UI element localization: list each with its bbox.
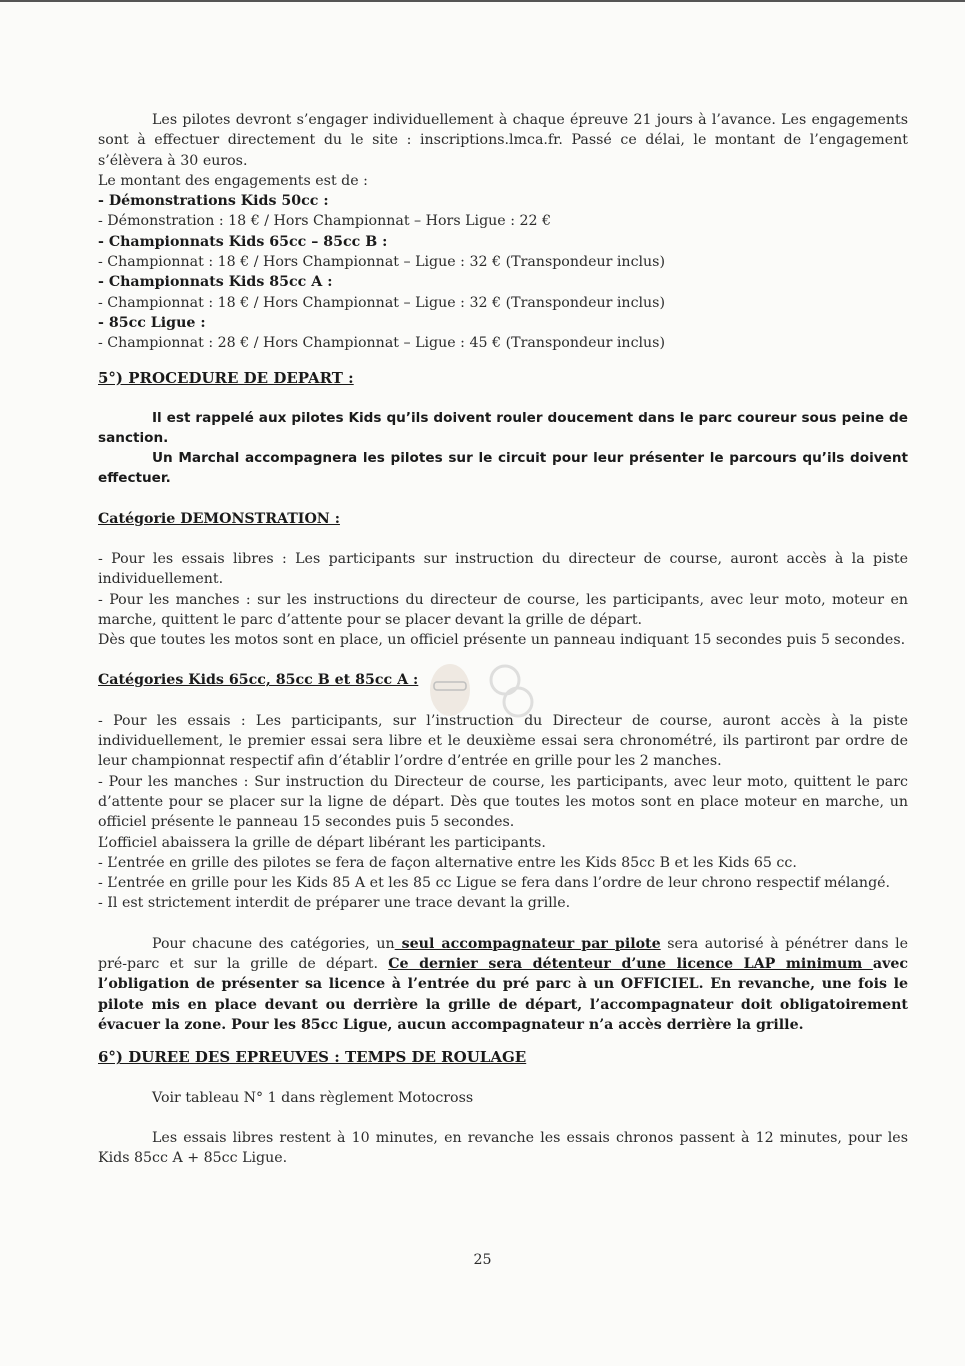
demo-heading: Catégorie DEMONSTRATION : (98, 510, 340, 527)
kids-paragraph-6: - Il est strictement interdit de préparer une trace devant la grille. (98, 895, 571, 912)
document-body (98, 110, 908, 1168)
fee-detail-85-ligue: - Championnat : 28 € / Hors Championnat – Ligue : 45 € (Transpondeur inclus) (98, 335, 666, 352)
spacer (98, 1108, 908, 1128)
section6-paragraph-1: Voir tableau N° 1 dans règlement Motocross (152, 1089, 474, 1106)
kids-heading: Catégories Kids 65cc, 85cc B et 85cc A : (98, 672, 419, 689)
fee-title-demo: - Démonstrations Kids 50cc : (98, 193, 329, 210)
fee-title-65-85b: - Championnats Kids 65cc – 85cc B : (98, 233, 388, 250)
acc-text-3: avec l’obligation de présenter sa licence à l’entrée du pré parc à un OFFICIEL. En revanche, une fois le pilote mis en place devant ou derrière la grille de départ, l’accompagnateur doit obligatoirement évacuer la zone. Pour les 85cc Ligue, aucun accompagnateur n’a accès derrière la grille. (98, 956, 909, 1033)
kids-paragraph-4: - L’entrée en grille des pilotes se fera de façon alternative entre les Kids 85cc B et les Kids 65 cc. (98, 854, 797, 871)
spacer (98, 914, 908, 934)
acc-text-1: Pour chacune des catégories, un (152, 935, 395, 952)
kids-paragraph-1: - Pour les essais : Les participants, sur l’instruction du Directeur de course, auront accès à la piste individuellement, le premier essai sera libre et le deuxième essai sera chronométré, ils partiront par ordre de leur championnat respectif afin d’établir l’ordre d’entrée en grille pour les 2 manches. (98, 712, 908, 770)
section6-heading: 6°) DUREE DES EPREUVES : TEMPS DE ROULAGE (98, 1048, 527, 1067)
fee-detail-demo: - Démonstration : 18 € / Hors Championnat – Hors Ligue : 22 € (98, 213, 552, 230)
fee-title-85-ligue: - 85cc Ligue : (98, 314, 206, 331)
fee-detail-65-85b: - Championnat : 18 € / Hors Championnat – Ligue : 32 € (Transpondeur inclus) (98, 254, 666, 271)
fee-title-85a: - Championnats Kids 85cc A : (98, 274, 333, 291)
kids-paragraph-5: - L’entrée en grille pour les Kids 85 A et les 85 cc Ligue se fera dans l’ordre de leur chrono respectif mélangé. (98, 875, 891, 892)
kids-paragraph-3: L’officiel abaissera la grille de départ libérant les participants. (98, 834, 546, 851)
kids-paragraph-2: - Pour les manches : Sur instruction du Directeur de course, les participants, avec leur moto, quittent le parc d’attente pour se placer sur la ligne de départ. Dès que toutes les motos sont en place moteur en marche, un officiel présente le panneau 15 secondes puis 5 secondes. (98, 773, 908, 831)
section5-paragraph-2: Un Marchal accompagnera les pilotes sur le circuit pour leur présenter le parcours qu’ils doivent effectuer. (98, 450, 908, 487)
accompagnateur-paragraph (98, 934, 908, 1035)
spacer (98, 529, 908, 549)
spacer (98, 1068, 908, 1088)
section5-heading: 5°) PROCEDURE DE DEPART : (98, 368, 354, 387)
portrait-watermark (420, 650, 540, 728)
top-edge-line (0, 0, 965, 2)
montant-paragraph: Le montant des engagements est de : (98, 172, 368, 189)
spacer (98, 388, 908, 408)
section5-paragraph-1: Il est rappelé aux pilotes Kids qu’ils doivent rouler doucement dans le parc coureur sous peine de sanction. (98, 409, 908, 447)
acc-underlined-2: Ce dernier sera détenteur d’une licence LAP minimum (388, 956, 873, 973)
demo-paragraph-3: Dès que toutes les motos sont en place, un officiel présente un panneau indiquant 15 secondes puis 5 secondes. (98, 632, 906, 649)
demo-paragraph-2: - Pour les manches : sur les instructions du directeur de course, les participants, avec leur moto, moteur en marche, quittent le parc d’attente pour se placer devant la grille de départ. (98, 591, 908, 628)
spacer (98, 489, 908, 509)
engagement-paragraph: Les pilotes devront s’engager individuellement à chaque épreuve 21 jours à l’avance. Les engagements sont à effectuer directement du le site : inscriptions.lmca.fr. Passé ce délai, le montant de l’engagement s’élèvera à 30 euros. (98, 112, 908, 169)
acc-underlined-1: seul accompagnateur par pilote (394, 935, 661, 952)
acc-text-2: sera autorisé à pénétrer dans le pré-parc et sur la grille de départ. (98, 935, 909, 973)
section6-paragraph-2: Les essais libres restent à 10 minutes, en revanche les essais chronos passent à 12 minutes, pour les Kids 85cc A + 85cc Ligue. (98, 1129, 908, 1167)
page-number: 25 (473, 1252, 492, 1268)
fee-detail-85a: - Championnat : 18 € / Hors Championnat – Ligue : 32 € (Transpondeur inclus) (98, 294, 666, 311)
demo-paragraph-1: - Pour les essais libres : Les participants sur instruction du directeur de course, auront accès à la piste individuellement. (98, 550, 908, 588)
